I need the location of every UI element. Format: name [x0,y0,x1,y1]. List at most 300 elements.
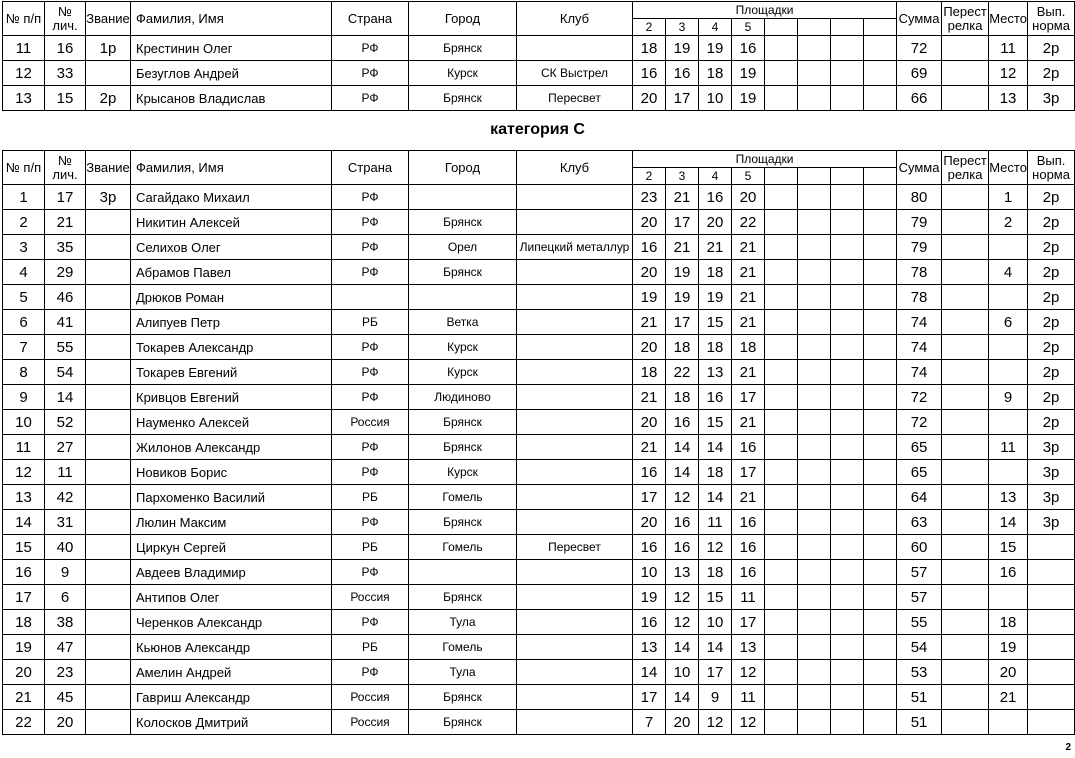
cell-score: 20 [633,260,666,285]
cell-nl: 46 [45,285,86,310]
table-row [3,485,1075,510]
cell-score: 11 [732,685,765,710]
cell-place [989,410,1028,435]
cell-score-empty [798,235,831,260]
cell-country: РБ [332,635,409,660]
cell-reshoot [942,385,989,410]
cell-club [517,710,633,735]
cell-score: 18 [732,335,765,360]
cell-score-empty [864,560,897,585]
cell-place [989,585,1028,610]
cell-nl: 21 [45,210,86,235]
cell-score-empty [765,285,798,310]
table-body [3,36,1075,111]
cell-score: 13 [633,635,666,660]
cell-score: 14 [666,460,699,485]
cell-name: Алипуев Петр [131,310,332,335]
cell-score: 15 [699,585,732,610]
cell-norm: 2р [1028,360,1075,385]
cell-reshoot [942,360,989,385]
cell-sum: 57 [897,560,942,585]
header-reshoot: Перест релка [942,2,989,36]
cell-nl: 9 [45,560,86,585]
cell-score-empty [765,510,798,535]
cell-score: 17 [732,385,765,410]
cell-score: 13 [732,635,765,660]
cell-city: Курск [409,460,517,485]
cell-score: 15 [699,410,732,435]
header-rank: Звание [86,151,131,185]
cell-place: 9 [989,385,1028,410]
cell-city: Курск [409,61,517,86]
cell-score-empty [864,360,897,385]
cell-score: 19 [732,61,765,86]
cell-reshoot [942,335,989,360]
cell-club [517,185,633,210]
cell-score-empty [798,260,831,285]
cell-score: 20 [732,185,765,210]
category-title: категория С [490,121,585,138]
cell-club [517,585,633,610]
cell-score: 19 [732,86,765,111]
cell-norm: 3р [1028,435,1075,460]
cell-score: 21 [732,310,765,335]
header-courts: Площадки [633,151,897,168]
cell-reshoot [942,260,989,285]
cell-sum: 79 [897,235,942,260]
cell-score: 16 [633,235,666,260]
cell-score: 19 [633,585,666,610]
header-court [831,19,864,36]
cell-score: 17 [666,310,699,335]
cell-score-empty [765,360,798,385]
cell-score-empty [765,385,798,410]
cell-score-empty [831,560,864,585]
cell-reshoot [942,510,989,535]
cell-score-empty [864,260,897,285]
cell-city: Брянск [409,435,517,460]
cell-name: Люлин Максим [131,510,332,535]
header-nl: № лич. [45,2,86,36]
cell-nl: 40 [45,535,86,560]
cell-norm: 2р [1028,61,1075,86]
cell-club [517,660,633,685]
cell-club [517,410,633,435]
cell-np: 15 [3,535,45,560]
cell-score: 18 [699,61,732,86]
cell-reshoot [942,460,989,485]
cell-reshoot [942,210,989,235]
header-club: Клуб [517,151,633,185]
cell-np: 6 [3,310,45,335]
cell-club [517,285,633,310]
cell-nl: 55 [45,335,86,360]
cell-score: 18 [633,36,666,61]
cell-score: 17 [666,86,699,111]
header-rank: Звание [86,2,131,36]
cell-score: 16 [732,510,765,535]
cell-score-empty [864,660,897,685]
cell-rank: 1р [86,36,131,61]
header-city: Город [409,151,517,185]
cell-nl: 35 [45,235,86,260]
cell-np: 11 [3,435,45,460]
cell-score: 16 [732,36,765,61]
cell-rank: 2р [86,86,131,111]
cell-rank [86,260,131,285]
cell-score-empty [864,485,897,510]
cell-club [517,36,633,61]
table-row [3,685,1075,710]
cell-city: Брянск [409,36,517,61]
cell-np: 19 [3,635,45,660]
cell-reshoot [942,235,989,260]
table-row [3,185,1075,210]
cell-score-empty [831,435,864,460]
cell-score: 16 [633,610,666,635]
cell-score-empty [864,410,897,435]
cell-score: 16 [666,535,699,560]
header-court [765,168,798,185]
cell-nl: 11 [45,460,86,485]
header-court: 2 [633,19,666,36]
cell-norm [1028,635,1075,660]
cell-city: Тула [409,610,517,635]
cell-score-empty [831,335,864,360]
table-row [3,260,1075,285]
cell-place: 18 [989,610,1028,635]
cell-norm: 2р [1028,210,1075,235]
cell-score: 18 [666,335,699,360]
cell-score-empty [831,510,864,535]
cell-score: 20 [633,86,666,111]
cell-country: РФ [332,385,409,410]
table-row [3,61,1075,86]
cell-score: 21 [633,385,666,410]
cell-place: 13 [989,485,1028,510]
cell-norm: 2р [1028,385,1075,410]
cell-city: Брянск [409,86,517,111]
cell-club: Липецкий металлур [517,235,633,260]
cell-norm: 3р [1028,86,1075,111]
cell-rank [86,460,131,485]
cell-club [517,485,633,510]
cell-np: 17 [3,585,45,610]
cell-np: 22 [3,710,45,735]
cell-score-empty [798,485,831,510]
cell-sum: 72 [897,385,942,410]
cell-score-empty [831,485,864,510]
cell-score: 23 [633,185,666,210]
cell-name: Токарев Евгений [131,360,332,385]
cell-score: 21 [732,285,765,310]
cell-club [517,435,633,460]
header-norm: Вып. норма [1028,151,1075,185]
cell-score: 16 [732,435,765,460]
cell-sum: 78 [897,260,942,285]
cell-np: 12 [3,460,45,485]
cell-city: Ветка [409,310,517,335]
cell-rank [86,485,131,510]
cell-score-empty [765,535,798,560]
cell-country: РФ [332,235,409,260]
table-row [3,585,1075,610]
cell-name: Авдеев Владимир [131,560,332,585]
cell-rank [86,335,131,360]
cell-score-empty [798,435,831,460]
cell-name: Кривцов Евгений [131,385,332,410]
cell-country: РФ [332,210,409,235]
cell-score: 21 [732,360,765,385]
header-sum: Сумма [897,151,942,185]
cell-score-empty [864,535,897,560]
cell-sum: 79 [897,210,942,235]
cell-city: Брянск [409,710,517,735]
cell-score: 13 [699,360,732,385]
cell-norm [1028,710,1075,735]
cell-np: 18 [3,610,45,635]
header-sum: Сумма [897,2,942,36]
cell-sum: 54 [897,635,942,660]
cell-score-empty [831,185,864,210]
cell-score: 18 [699,260,732,285]
cell-score: 19 [666,36,699,61]
cell-score: 10 [699,610,732,635]
cell-name: Абрамов Павел [131,260,332,285]
cell-np: 2 [3,210,45,235]
cell-score: 18 [633,360,666,385]
cell-score: 14 [666,435,699,460]
cell-place: 13 [989,86,1028,111]
cell-score: 16 [732,535,765,560]
cell-score-empty [765,435,798,460]
cell-score-empty [864,335,897,360]
cell-country: РФ [332,61,409,86]
cell-score-empty [798,310,831,335]
cell-norm: 2р [1028,310,1075,335]
cell-np: 13 [3,86,45,111]
cell-club [517,310,633,335]
cell-score: 17 [732,610,765,635]
cell-norm: 2р [1028,260,1075,285]
cell-score-empty [798,335,831,360]
header-np: № п/п [3,151,45,185]
cell-rank [86,210,131,235]
cell-score: 16 [633,535,666,560]
cell-country: Россия [332,710,409,735]
header-court [864,168,897,185]
cell-place: 20 [989,660,1028,685]
cell-score-empty [831,410,864,435]
cell-score: 14 [699,435,732,460]
cell-score: 17 [666,210,699,235]
cell-name: Пархоменко Василий [131,485,332,510]
cell-score: 21 [732,485,765,510]
cell-score: 9 [699,685,732,710]
cell-score-empty [765,710,798,735]
cell-name: Безуглов Андрей [131,61,332,86]
cell-score: 20 [633,410,666,435]
cell-score: 22 [666,360,699,385]
cell-norm: 2р [1028,235,1075,260]
cell-score-empty [831,260,864,285]
results-table-top [2,1,1075,111]
cell-score: 10 [666,660,699,685]
cell-score-empty [765,210,798,235]
cell-reshoot [942,86,989,111]
header-place: Место [989,151,1028,185]
cell-place: 1 [989,185,1028,210]
cell-city: Брянск [409,410,517,435]
cell-score-empty [798,560,831,585]
cell-score: 21 [633,310,666,335]
cell-score-empty [798,61,831,86]
cell-score-empty [864,61,897,86]
cell-score-empty [798,86,831,111]
cell-score-empty [798,285,831,310]
cell-rank [86,710,131,735]
cell-norm [1028,585,1075,610]
cell-score-empty [831,61,864,86]
cell-np: 12 [3,61,45,86]
cell-place: 14 [989,510,1028,535]
cell-club [517,685,633,710]
cell-name: Крестинин Олег [131,36,332,61]
cell-score: 19 [699,285,732,310]
cell-club [517,210,633,235]
cell-name: Крысанов Владислав [131,86,332,111]
cell-score-empty [798,385,831,410]
cell-score-empty [765,685,798,710]
cell-np: 20 [3,660,45,685]
header-country: Страна [332,2,409,36]
cell-name: Дрюков Роман [131,285,332,310]
cell-score-empty [765,36,798,61]
cell-reshoot [942,660,989,685]
cell-country: РФ [332,36,409,61]
cell-sum: 65 [897,460,942,485]
cell-score: 21 [699,235,732,260]
cell-score: 17 [732,460,765,485]
cell-place: 12 [989,61,1028,86]
cell-score: 18 [699,460,732,485]
cell-place [989,335,1028,360]
cell-sum: 72 [897,36,942,61]
cell-score-empty [798,685,831,710]
header-court: 3 [666,168,699,185]
cell-club [517,360,633,385]
table-row [3,86,1075,111]
cell-reshoot [942,410,989,435]
cell-norm [1028,685,1075,710]
cell-name: Науменко Алексей [131,410,332,435]
cell-country: РФ [332,185,409,210]
cell-score-empty [831,610,864,635]
cell-score: 16 [699,385,732,410]
cell-score-empty [864,385,897,410]
cell-np: 8 [3,360,45,385]
cell-nl: 15 [45,86,86,111]
table-row [3,610,1075,635]
cell-country: РФ [332,610,409,635]
cell-sum: 65 [897,435,942,460]
cell-score-empty [864,235,897,260]
cell-score: 12 [699,710,732,735]
cell-score-empty [798,610,831,635]
cell-np: 14 [3,510,45,535]
cell-country: РФ [332,435,409,460]
cell-country: РФ [332,86,409,111]
cell-sum: 60 [897,535,942,560]
cell-nl: 47 [45,635,86,660]
cell-nl: 14 [45,385,86,410]
cell-place [989,235,1028,260]
cell-score: 20 [633,210,666,235]
cell-nl: 17 [45,185,86,210]
cell-score: 13 [666,560,699,585]
cell-city [409,560,517,585]
cell-reshoot [942,36,989,61]
cell-score: 22 [732,210,765,235]
cell-nl: 16 [45,36,86,61]
cell-club [517,560,633,585]
cell-rank [86,635,131,660]
cell-place: 6 [989,310,1028,335]
table-row [3,235,1075,260]
page-number: 2 [1065,742,1071,753]
cell-country: Россия [332,685,409,710]
table-row [3,335,1075,360]
cell-score: 21 [666,235,699,260]
cell-score-empty [765,61,798,86]
cell-score-empty [765,335,798,360]
header-norm: Вып. норма [1028,2,1075,36]
cell-name: Новиков Борис [131,460,332,485]
cell-club: СК Выстрел [517,61,633,86]
cell-score: 17 [699,660,732,685]
header-court: 4 [699,168,732,185]
cell-name: Никитин Алексей [131,210,332,235]
cell-score-empty [798,535,831,560]
cell-score-empty [864,36,897,61]
cell-np: 10 [3,410,45,435]
header-country: Страна [332,151,409,185]
cell-country: РБ [332,535,409,560]
header-court [864,19,897,36]
cell-score-empty [798,510,831,535]
cell-sum: 80 [897,185,942,210]
cell-place: 4 [989,260,1028,285]
cell-rank [86,535,131,560]
header-court: 5 [732,19,765,36]
cell-country: РФ [332,560,409,585]
cell-nl: 23 [45,660,86,685]
cell-score: 12 [666,485,699,510]
cell-sum: 51 [897,710,942,735]
cell-score: 12 [666,610,699,635]
cell-reshoot [942,685,989,710]
header-court [765,19,798,36]
table-row [3,310,1075,335]
cell-norm: 2р [1028,410,1075,435]
table-row [3,535,1075,560]
cell-norm: 3р [1028,460,1075,485]
table-row [3,460,1075,485]
cell-place [989,710,1028,735]
cell-city: Тула [409,660,517,685]
header-name: Фамилия, Имя [131,151,332,185]
cell-sum: 57 [897,585,942,610]
